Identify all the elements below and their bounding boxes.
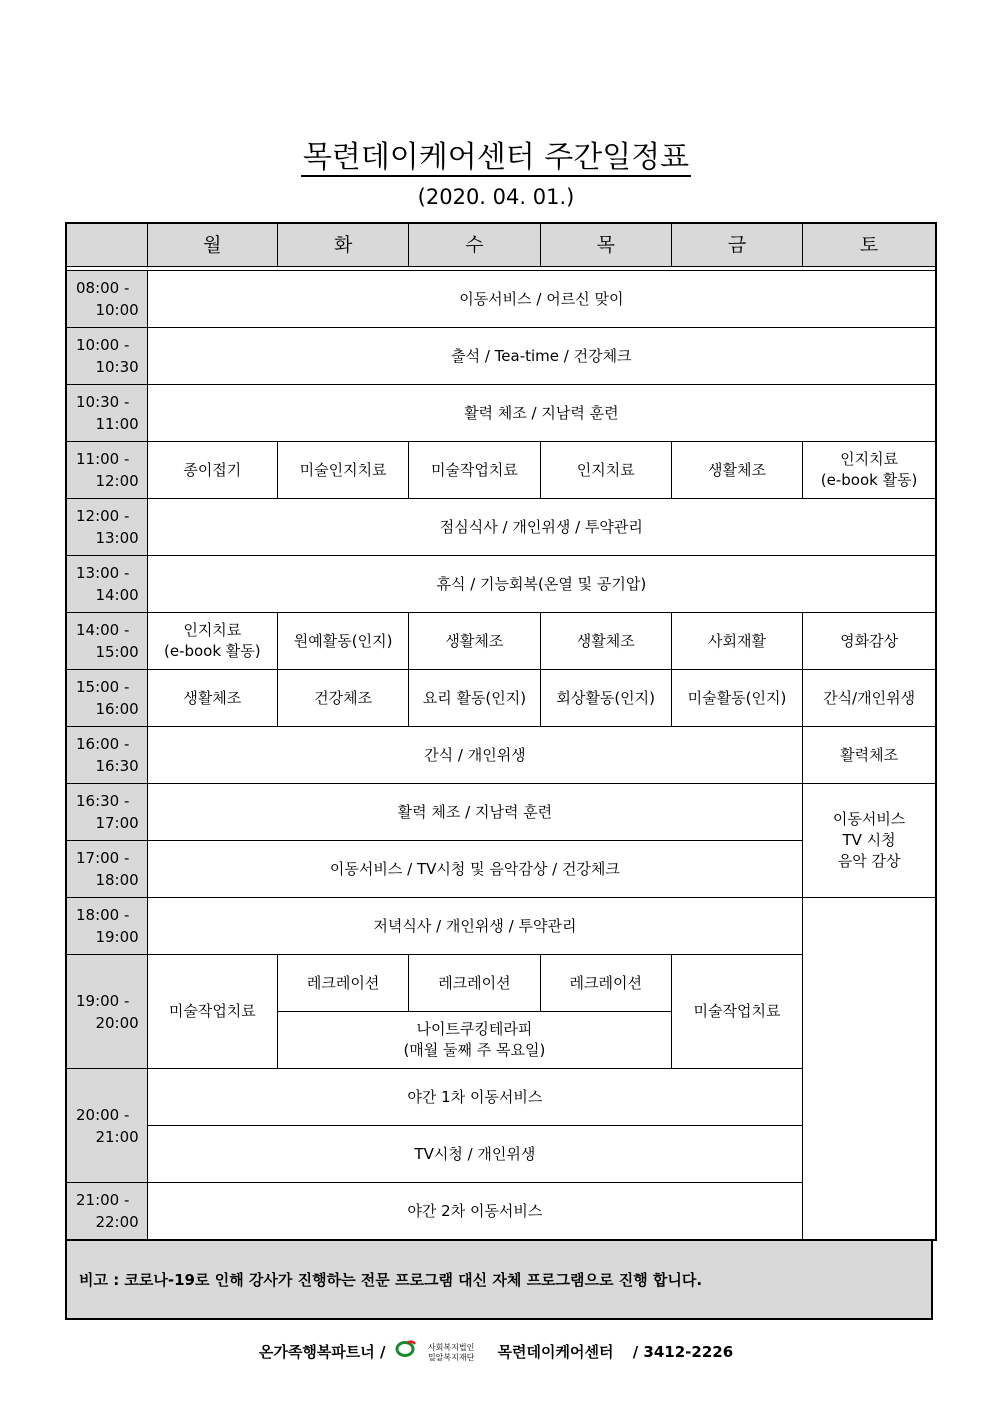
footer bbox=[0, 1337, 992, 1368]
time-cell bbox=[66, 898, 147, 955]
activity-cell: 사회재활 bbox=[671, 613, 802, 670]
schedule-row bbox=[66, 784, 936, 841]
activity-cell: 회상활동(인지) bbox=[540, 670, 671, 727]
activity-cell: 미술활동(인지) bbox=[671, 670, 802, 727]
time-start: 16:00 - bbox=[76, 735, 130, 753]
activity-cell: 요리 활동(인지) bbox=[409, 670, 540, 727]
time-cell bbox=[66, 271, 147, 328]
time-start: 11:00 - bbox=[76, 450, 130, 468]
time-end: 13:00 bbox=[95, 529, 139, 547]
activity-cell: 레크레이션 bbox=[409, 955, 540, 1012]
time-start: 15:00 - bbox=[76, 678, 130, 696]
activity-cell: 이동서비스 / TV시청 및 음악감상 / 건강체크 bbox=[147, 841, 802, 898]
time-start: 08:00 - bbox=[76, 279, 130, 297]
time-cell bbox=[66, 556, 147, 613]
time-start: 10:30 - bbox=[76, 393, 130, 411]
schedule-row bbox=[66, 442, 936, 499]
activity-cell: 활력체조 bbox=[803, 727, 936, 784]
activity-cell: 레크레이션 bbox=[540, 955, 671, 1012]
activity-cell: 활력 체조 / 지남력 훈련 bbox=[147, 784, 802, 841]
time-end: 16:30 bbox=[95, 757, 139, 775]
activity-cell: 야간 1차 이동서비스 bbox=[147, 1069, 802, 1126]
foundation-line1: 사회복지법인 bbox=[427, 1342, 475, 1352]
time-start: 10:00 - bbox=[76, 336, 130, 354]
day-header: 토 bbox=[803, 223, 936, 267]
time-end: 17:00 bbox=[95, 814, 139, 832]
day-header: 화 bbox=[277, 223, 408, 267]
time-start: 21:00 - bbox=[76, 1191, 130, 1209]
activity-cell: 미술인지치료 bbox=[277, 442, 408, 499]
time-end: 10:30 bbox=[95, 358, 139, 376]
time-end: 16:00 bbox=[95, 700, 139, 718]
activity-cell: 이동서비스 / 어르신 맞이 bbox=[147, 271, 936, 328]
time-end: 15:00 bbox=[95, 643, 139, 661]
day-header: 수 bbox=[409, 223, 540, 267]
day-header: 금 bbox=[671, 223, 802, 267]
foundation-line2: 밀알복지재단 bbox=[427, 1352, 475, 1362]
schedule-row bbox=[66, 385, 936, 442]
activity-cell: 미술작업치료 bbox=[147, 955, 277, 1069]
time-end: 11:00 bbox=[95, 415, 139, 433]
activity-cell: 인지치료 bbox=[540, 442, 671, 499]
footer-phone: / 3412-2226 bbox=[632, 1343, 734, 1361]
activity-cell: 이동서비스 TV 시청 음악 감상 bbox=[803, 784, 936, 898]
day-header: 월 bbox=[147, 223, 277, 267]
activity-cell: 건강체조 bbox=[277, 670, 408, 727]
activity-cell: 영화감상 bbox=[803, 613, 936, 670]
time-cell bbox=[66, 670, 147, 727]
activity-cell: 활력 체조 / 지남력 훈련 bbox=[147, 385, 936, 442]
schedule-row bbox=[66, 670, 936, 727]
time-start: 19:00 - bbox=[76, 991, 130, 1010]
activity-cell: 생활체조 bbox=[409, 613, 540, 670]
activity-cell: 점심식사 / 개인위생 / 투약관리 bbox=[147, 499, 936, 556]
time-end: 20:00 bbox=[95, 1013, 139, 1032]
time-cell bbox=[66, 841, 147, 898]
schedule-row bbox=[66, 727, 936, 784]
time-cell bbox=[66, 328, 147, 385]
time-cell bbox=[66, 613, 147, 670]
schedule-date: (2020. 04. 01.) bbox=[417, 185, 575, 209]
activity-cell: 인지치료 (e-book 활동) bbox=[803, 442, 936, 499]
activity-cell: 미술작업치료 bbox=[671, 955, 802, 1069]
activity-cell: 생활체조 bbox=[540, 613, 671, 670]
corner-cell bbox=[66, 223, 147, 267]
time-end: 22:00 bbox=[95, 1213, 139, 1231]
time-start: 13:00 - bbox=[76, 564, 130, 582]
activity-cell: 간식/개인위생 bbox=[803, 670, 936, 727]
time-cell bbox=[66, 499, 147, 556]
time-start: 20:00 - bbox=[76, 1105, 130, 1124]
footer-center-name: 목련데이케어센터 bbox=[497, 1343, 614, 1361]
activity-cell: 간식 / 개인위생 bbox=[147, 727, 802, 784]
activity-cell: 출석 / Tea-time / 건강체크 bbox=[147, 328, 936, 385]
activity-cell: 원예활동(인지) bbox=[277, 613, 408, 670]
activity-cell: 종이접기 bbox=[147, 442, 277, 499]
activity-cell: 나이트쿠킹테라피 (매월 둘째 주 목요일) bbox=[277, 1012, 671, 1069]
time-cell bbox=[66, 1069, 147, 1183]
schedule-row bbox=[66, 271, 936, 328]
page-title: 목련데이케어센터 주간일정표 bbox=[302, 140, 690, 175]
day-header-row bbox=[66, 223, 936, 267]
schedule-row bbox=[66, 613, 936, 670]
activity-cell: 미술작업치료 bbox=[409, 442, 540, 499]
time-end: 18:00 bbox=[95, 871, 139, 889]
time-end: 10:00 bbox=[95, 301, 139, 319]
schedule-row bbox=[66, 328, 936, 385]
day-header: 목 bbox=[540, 223, 671, 267]
schedule-row bbox=[66, 499, 936, 556]
time-end: 19:00 bbox=[95, 928, 139, 946]
weekly-schedule-table bbox=[65, 222, 937, 1241]
time-cell bbox=[66, 442, 147, 499]
foundation-name bbox=[428, 1343, 474, 1363]
activity-cell: 저녁식사 / 개인위생 / 투약관리 bbox=[147, 898, 802, 955]
activity-cell: 생활체조 bbox=[671, 442, 802, 499]
foundation-logo-icon bbox=[395, 1338, 417, 1368]
schedule-row bbox=[66, 556, 936, 613]
activity-cell: TV시청 / 개인위생 bbox=[147, 1126, 802, 1183]
time-start: 14:00 - bbox=[76, 621, 130, 639]
activity-cell: 레크레이션 bbox=[277, 955, 408, 1012]
remarks-note: 비고 : 코로나-19로 인해 강사가 진행하는 전문 프로그램 대신 자체 프로그램으로 진행 합니다. bbox=[65, 1240, 933, 1320]
activity-cell: 야간 2차 이동서비스 bbox=[147, 1183, 802, 1241]
time-end: 14:00 bbox=[95, 586, 139, 604]
time-start: 17:00 - bbox=[76, 849, 130, 867]
activity-cell: 휴식 / 기능회복(온열 및 공기압) bbox=[147, 556, 936, 613]
empty-saturday-cell bbox=[803, 898, 936, 1241]
schedule-row bbox=[66, 898, 936, 955]
time-start: 12:00 - bbox=[76, 507, 130, 525]
footer-slogan: 온가족행복파트너 / bbox=[258, 1343, 386, 1361]
time-cell bbox=[66, 784, 147, 841]
activity-cell: 생활체조 bbox=[147, 670, 277, 727]
time-start: 16:30 - bbox=[76, 792, 130, 810]
time-cell bbox=[66, 385, 147, 442]
time-cell bbox=[66, 1183, 147, 1241]
time-cell bbox=[66, 955, 147, 1069]
time-end: 12:00 bbox=[95, 472, 139, 490]
time-start: 18:00 - bbox=[76, 906, 130, 924]
time-cell bbox=[66, 727, 147, 784]
activity-cell: 인지치료 (e-book 활동) bbox=[147, 613, 277, 670]
time-end: 21:00 bbox=[95, 1127, 139, 1146]
